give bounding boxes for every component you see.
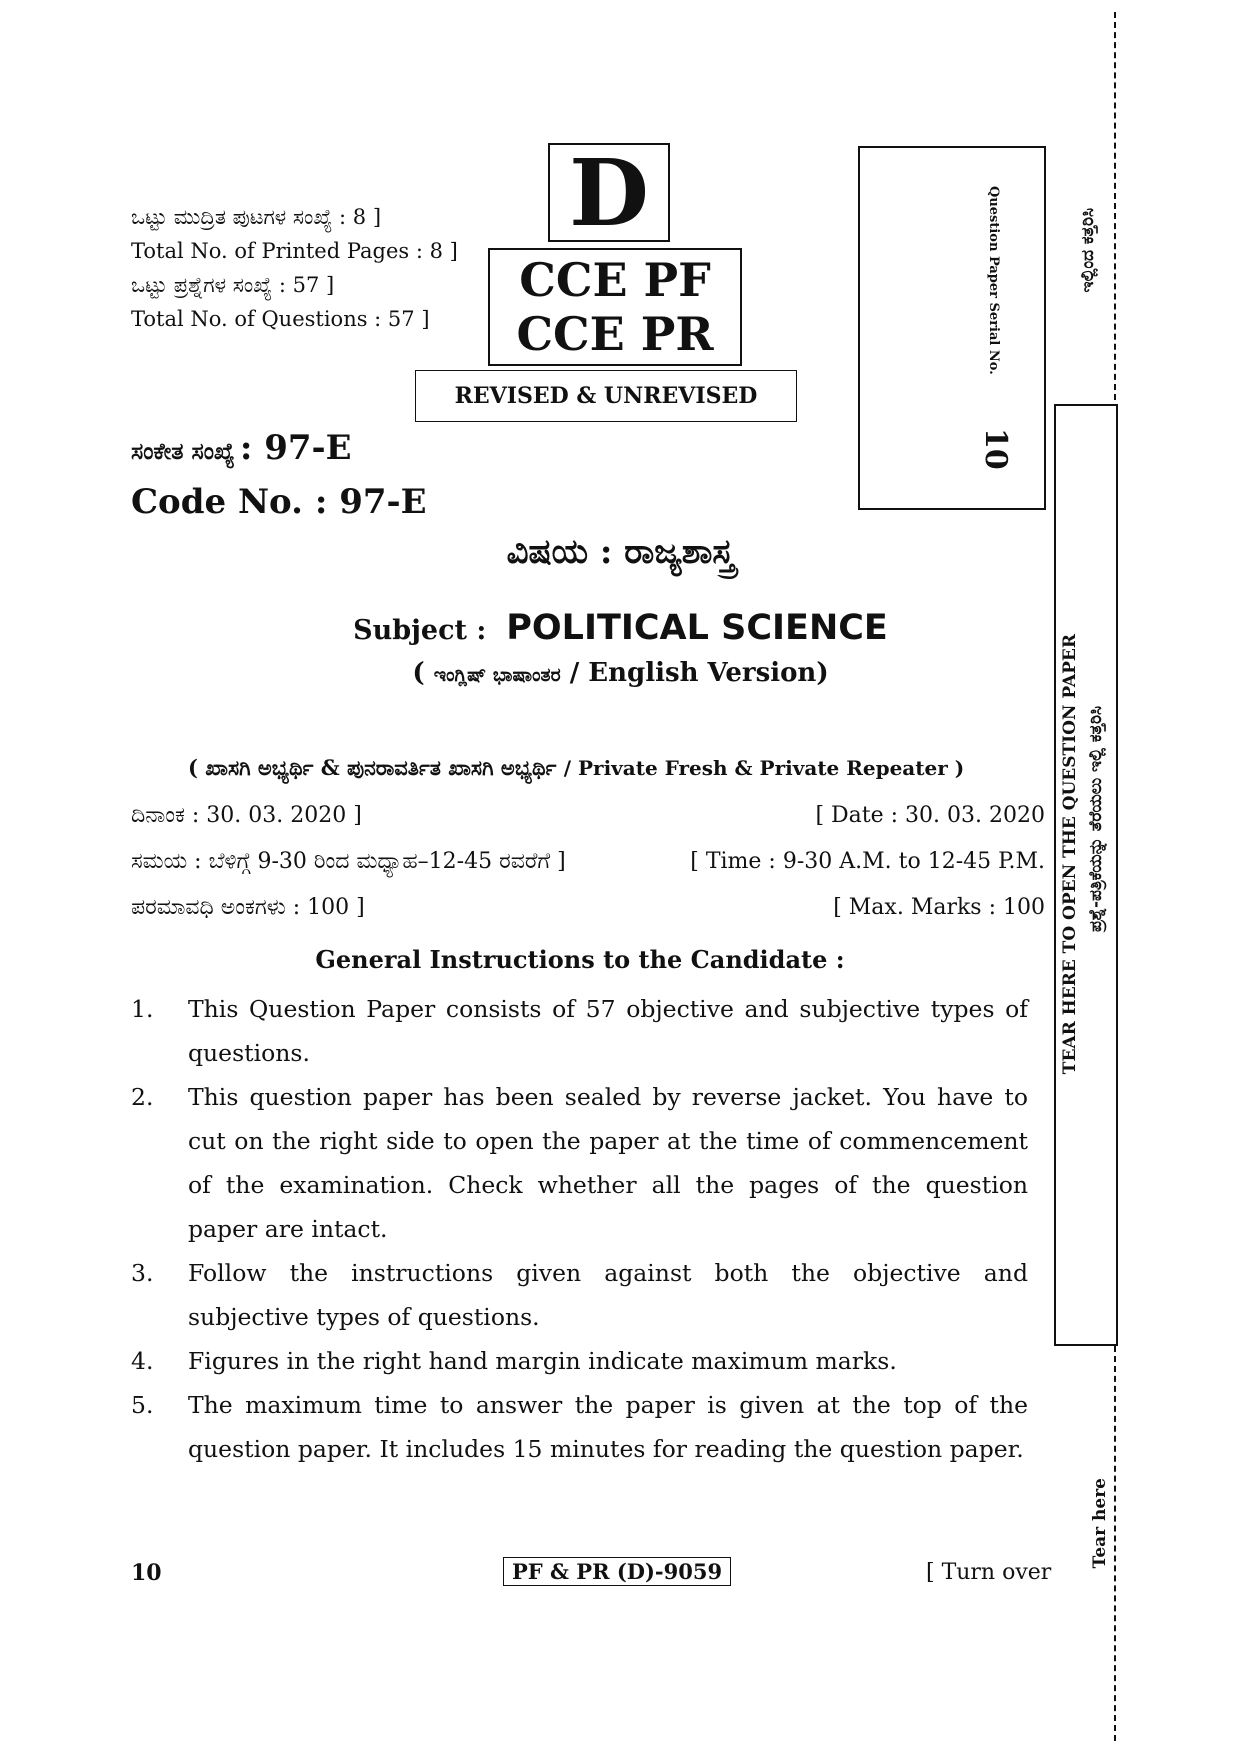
- time-kn: ಸಮಯ : ಬೆಳಿಗ್ಗೆ 9-30 ರಿಂದ ಮಧ್ಯಾಹ–12-45 ರವರೆಗೆ ]: [131, 849, 566, 874]
- code-kn: [131, 428, 352, 468]
- subject-value: POLITICAL SCIENCE: [506, 608, 888, 648]
- tear-line-top: [1114, 12, 1116, 400]
- tear-bottom-en: Tear here: [1090, 1478, 1110, 1569]
- tear-box: [1054, 404, 1118, 1346]
- instruction-text: The maximum time to answer the paper is given at the top of the question paper. It includes 15 minutes for reading the question paper.: [188, 1391, 1028, 1463]
- instruction-item: [131, 1075, 1028, 1251]
- code-kn-label: ಸಂಕೇತ ಸಂಖ್ಯೆ: [131, 438, 235, 465]
- instruction-number: 2.: [131, 1083, 154, 1111]
- instruction-number: 5.: [131, 1391, 154, 1419]
- questions-count-kn: ಒಟ್ಟು ಪ್ರಶ್ನೆಗಳ ಸಂಖ್ಯೆ : 57 ]: [131, 273, 335, 297]
- version-close: ): [816, 658, 829, 688]
- instruction-text: Figures in the right hand margin indicate maximum marks.: [188, 1347, 897, 1375]
- revised-box: REVISED & UNREVISED: [415, 370, 797, 422]
- tear-main-en: TEAR HERE TO OPEN THE QUESTION PAPER: [1060, 634, 1080, 1075]
- instruction-item: [131, 1339, 1028, 1383]
- instruction-text: Follow the instructions given against both the objective and subjective types of questions.: [188, 1259, 1028, 1331]
- subject-label: Subject :: [353, 615, 487, 646]
- candidate-kn: ( ಖಾಸಗಿ ಅಭ್ಯರ್ಥಿ & ಪುನರಾವರ್ತಿತ ಖಾಸಗಿ ಅಭ್ಯರ್ಥಿ: [188, 755, 557, 780]
- marks-en: [ Max. Marks : 100: [833, 895, 1045, 920]
- serial-number-box: [858, 146, 1046, 510]
- tear-main-kn: ಪ್ರಶ್ನೆ-ಪತ್ರಿಕೆಯನ್ನು ತೆರೆಯಲು ಇಲ್ಲಿ ಕತ್ತರಿಸಿ: [1086, 706, 1106, 932]
- instruction-text: This question paper has been sealed by reverse jacket. You have to cut on the right side to open the paper at the time of commencement of the examination. Check whether all the pages of the question paper are intact.: [188, 1083, 1028, 1243]
- marks-row: [131, 895, 1045, 920]
- printed-pages-kn: ಒಟ್ಟು ಮುದ್ರಿತ ಪುಟಗಳ ಸಂಖ್ಯೆ : 8 ]: [131, 205, 382, 229]
- instruction-item: [131, 987, 1028, 1075]
- version-kn: ಇಂಗ್ಲಿಷ್ ಭಾಷಾಂತರ: [433, 664, 561, 686]
- time-en: [ Time : 9-30 A.M. to 12-45 P.M.: [690, 849, 1045, 874]
- instruction-item: [131, 1383, 1028, 1471]
- date-row: [131, 803, 1045, 828]
- header-meta: [131, 200, 458, 336]
- page-number: 10: [131, 1560, 162, 1586]
- version-letter-box: D: [548, 143, 670, 242]
- tear-line-bottom: [1114, 1346, 1116, 1741]
- instruction-number: 1.: [131, 995, 154, 1023]
- instructions-title: General Instructions to the Candidate :: [315, 945, 845, 974]
- marks-kn: ಪರಮಾವಧಿ ಅಂಕಗಳು : 100 ]: [131, 895, 365, 920]
- turn-over: [ Turn over: [926, 1560, 1052, 1585]
- instruction-number: 4.: [131, 1347, 154, 1375]
- instruction-item: [131, 1251, 1028, 1339]
- cce-line-1: CCE PF: [519, 253, 711, 307]
- printed-pages-en: Total No. of Printed Pages : 8 ]: [131, 239, 458, 263]
- version-open: (: [412, 658, 425, 688]
- serial-number: 10: [978, 428, 1013, 470]
- candidate-en: / Private Fresh & Private Repeater ): [563, 756, 965, 780]
- cce-box: [488, 248, 742, 366]
- date-en: [ Date : 30. 03. 2020: [815, 803, 1045, 828]
- candidate-type: [188, 755, 964, 781]
- serial-label: Question Paper Serial No.: [986, 186, 1001, 375]
- tear-top-kn: ಇಲ್ಲಿಂದ ಕತ್ತರಿಸಿ: [1078, 208, 1098, 293]
- instruction-number: 3.: [131, 1259, 154, 1287]
- code-en: Code No. : 97-E: [131, 482, 427, 522]
- date-kn: ದಿನಾಂಕ : 30. 03. 2020 ]: [131, 803, 362, 828]
- code-kn-value: : 97-E: [239, 428, 352, 468]
- questions-count-en: Total No. of Questions : 57 ]: [131, 307, 430, 331]
- instruction-text: This Question Paper consists of 57 objective and subjective types of questions.: [188, 995, 1028, 1067]
- cce-line-2: CCE PR: [516, 307, 714, 361]
- version-en: / English Version: [569, 658, 817, 688]
- paper-code: PF & PR (D)-9059: [503, 1557, 731, 1586]
- subject-kn: ವಿಷಯ : ರಾಜ್ಯಶಾಸ್ತ್ರ: [506, 532, 735, 572]
- time-row: [131, 849, 1045, 874]
